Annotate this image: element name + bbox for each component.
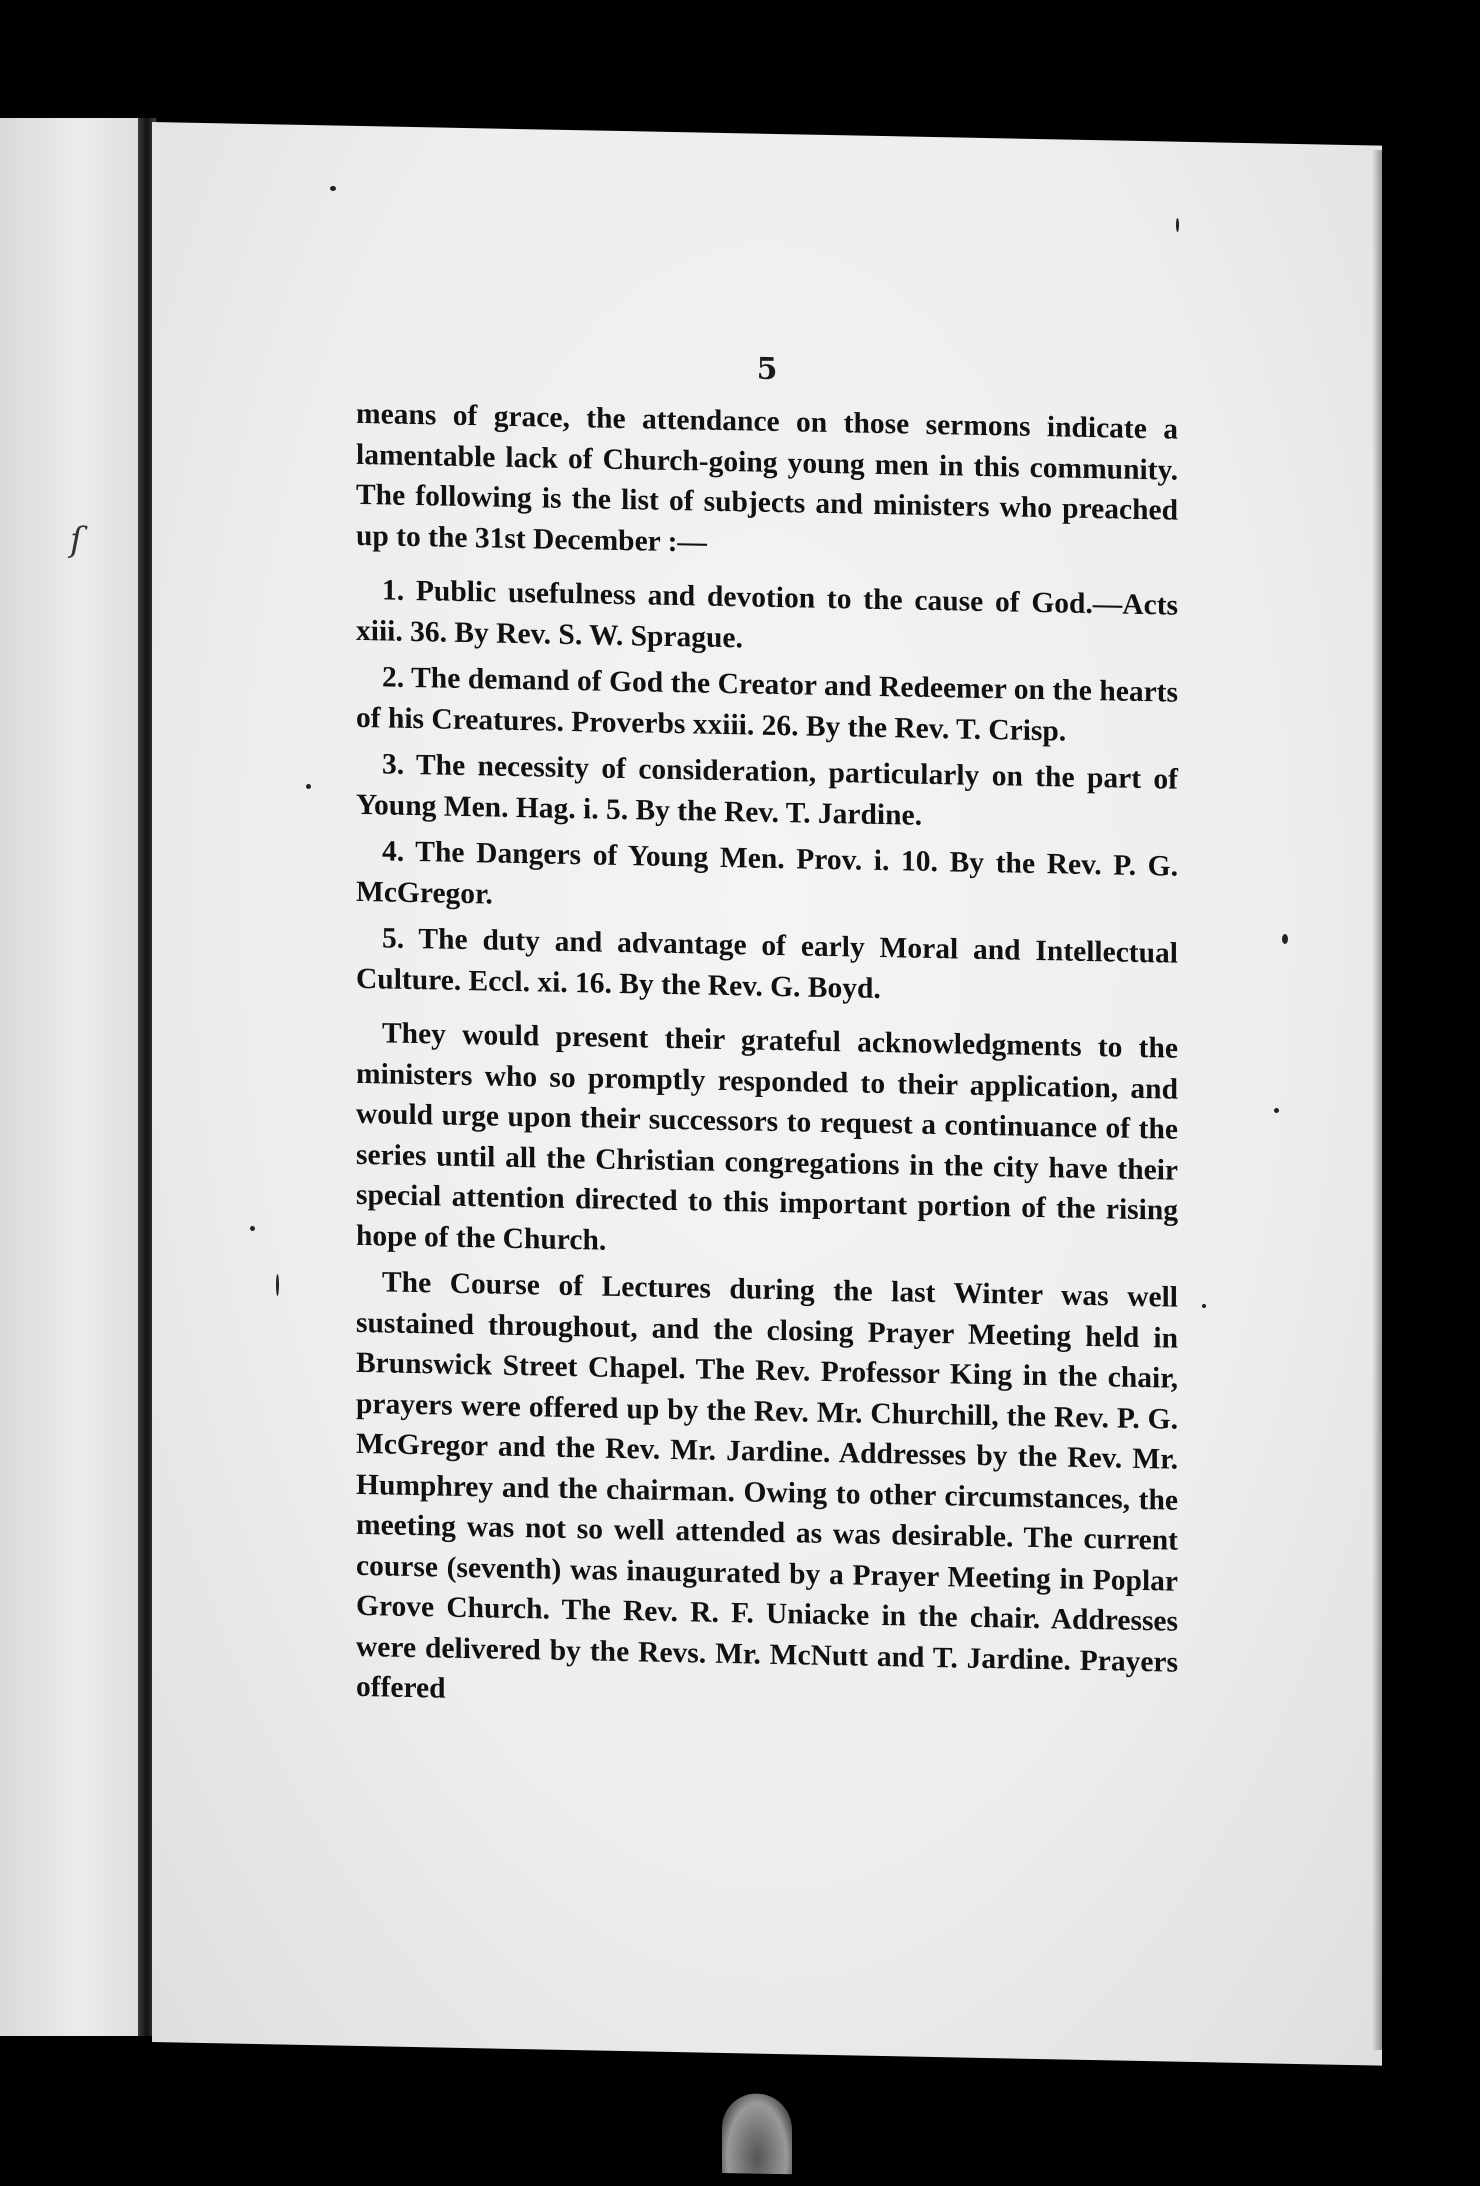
facing-page-edge [0, 118, 148, 2036]
paragraph-lectures: The Course of Lectures during the last Winter was well sustained throughout, and the closing Prayer Meeting held in Brunswick Street Chapel. The Rev. Professor King in the chair, prayers were offered up by the Rev. Mr. Churchill, the Rev. P. G. McGregor and the Rev. Mr. Jardine. Addresses by the Rev. Mr. Humphrey and the chairman. Owing to other circumstances, the meeting was not so well attended as was desirable. The current course (seventh) was inaugurated by a Prayer Meeting in Poplar Grove Church. The Rev. R. F. Uniacke in the chair. Addresses were delivered by the Revs. Mr. McNutt and T. Jardine. Prayers offered [356, 1266, 1178, 1705]
page-edge-shadow [1372, 150, 1382, 2050]
scan-speck [330, 186, 336, 191]
paragraph-acknowledgments: They would present their grateful acknowledgments to the ministers who so promptly responded to their application, and would urge upon their successors to request a continuance of the series until all the Christian congregations in the city have their special attention directed to this important portion of the rising hope of the Church. [356, 1017, 1178, 1257]
thumb-shadow [722, 2093, 792, 2174]
scan-speck [250, 1226, 255, 1231]
paragraph-intro: means of grace, the attendance on those sermons indicate a lamentable lack of Church-going young men in this community. The following is the list of subjects and ministers who preached up to the 31st December :— [356, 397, 1178, 559]
list-item-2: 2. The demand of God the Creator and Redeemer on the hearts of his Creatures. Proverbs xxiii. 26. By the Rev. T. Crisp. [356, 661, 1178, 748]
scan-speck [276, 1274, 279, 1296]
page-number: 5 [756, 351, 778, 388]
scan-speck [1282, 934, 1288, 944]
list-item-1: 1. Public usefulness and devotion to the cause of God.—Acts xiii. 36. By Rev. S. W. Sprague. [356, 574, 1178, 654]
scan-speck [1176, 218, 1179, 232]
list-item-3: 3. The necessity of consideration, particularly on the part of Young Men. Hag. i. 5. By the Rev. T. Jardine. [356, 748, 1178, 832]
body-text [356, 394, 1178, 1723]
margin-mark: ſ [70, 520, 83, 560]
document-page [152, 122, 1382, 2066]
scan-speck [1274, 1108, 1279, 1113]
list-item-4: 4. The Dangers of Young Men. Prov. i. 10. By the Rev. P. G. McGregor. [356, 835, 1178, 911]
scan-speck [306, 784, 311, 789]
scan-speck [1202, 1304, 1206, 1308]
list-item-5: 5. The duty and advantage of early Moral and Intellectual Culture. Eccl. xi. 16. By the Rev. G. Boyd. [356, 922, 1178, 1005]
